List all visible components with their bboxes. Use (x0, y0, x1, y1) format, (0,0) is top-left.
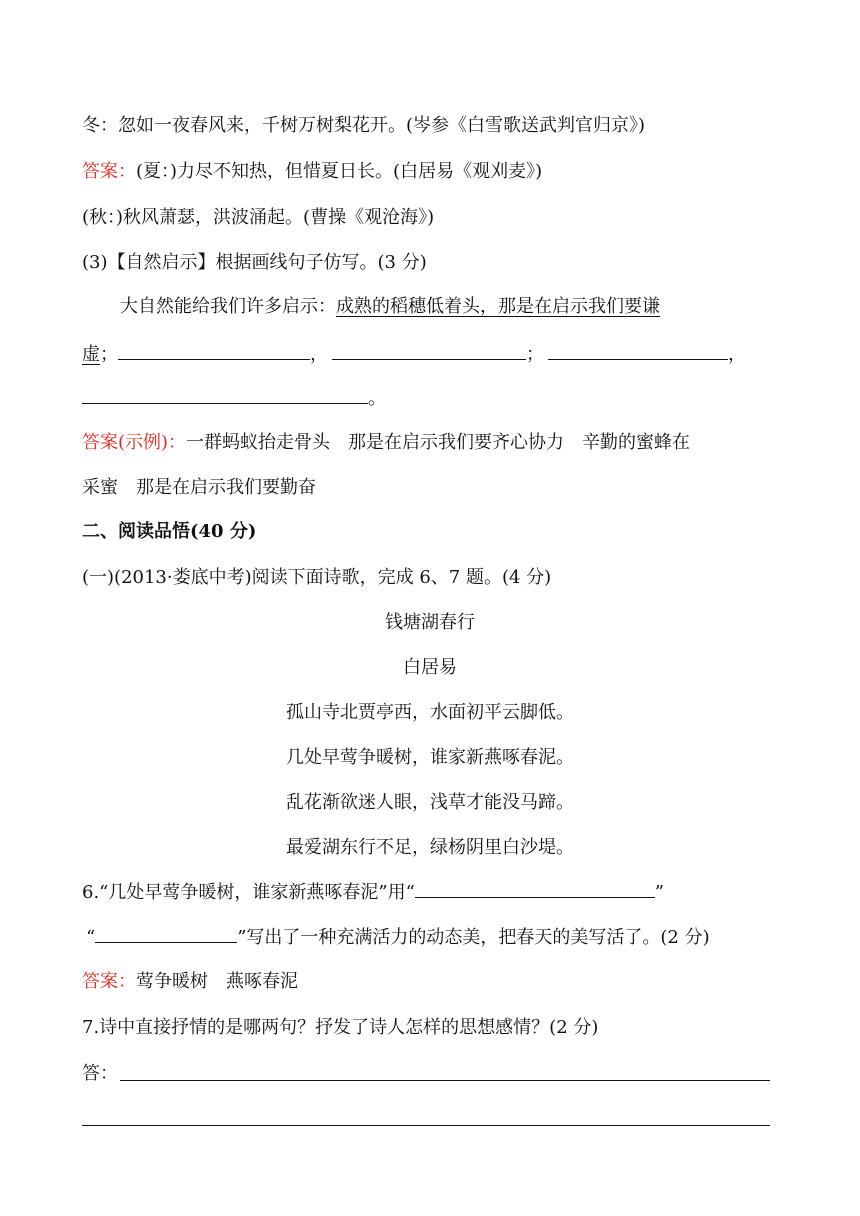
answer-example-line-2: 采蜜 那是在启示我们要勤奋 (82, 477, 316, 498)
question-7: 7.诗中直接抒情的是哪两句？抒发了诗人怎样的思想感情？(2 分) (82, 1017, 599, 1038)
poem-line: 最爱湖东行不足，绿杨阴里白沙堤。 (286, 837, 574, 858)
question-3-sentence (120, 294, 660, 320)
answer-q6-text: 莺争暖树 燕啄春泥 (136, 971, 298, 992)
answer-prompt: 答： (82, 1063, 118, 1084)
underlined-sentence: 成熟的稻穗低着头，那是在启示我们要谦 (336, 296, 660, 317)
question-3-prompt: (3)【自然启示】根据画线句子仿写。(3 分) (82, 252, 427, 273)
poem-line: 乱花渐欲迷人眼，浅草才能没马蹄。 (286, 792, 574, 813)
poem-line: 孤山寺北贾亭西，水面初平云脚低。 (286, 702, 574, 723)
separator: ， (310, 344, 328, 365)
answer-summer (82, 159, 542, 185)
answer-example-label: 答案(示例)： (82, 432, 187, 453)
q6-answer-blank-1[interactable] (415, 879, 655, 898)
underlined-sentence-end: 虚 (82, 344, 100, 365)
answer-q6 (82, 969, 298, 995)
answer-blank-2[interactable] (332, 341, 526, 360)
quote-mark: “ (86, 927, 96, 948)
winter-poem-line: 冬：忽如一夜春风来，千树万树梨花开。(岑参《白雪歌送武判官归京》) (82, 115, 646, 136)
answer-example-line-1 (82, 430, 690, 456)
question-6-text: 6.“几处早莺争暖树，谁家新燕啄春泥”用“ (82, 882, 415, 903)
question-6-line-2 (86, 924, 710, 951)
poem-title: 钱塘湖春行 (385, 612, 475, 633)
poem-author: 白居易 (403, 657, 457, 678)
separator: ； (526, 344, 544, 365)
quote-mark: ” (654, 882, 664, 903)
separator: ， (728, 344, 746, 365)
section-heading: 二、阅读品悟(40 分) (82, 521, 257, 542)
question-3-last-blank-row (82, 385, 386, 412)
answer-summer-text: (夏：)力尽不知热，但惜夏日长。(白居易《观刈麦》) (136, 161, 543, 182)
answer-label: 答案： (82, 161, 136, 182)
answer-autumn: (秋：)秋风萧瑟，洪波涌起。(曹操《观沧海》) (82, 207, 435, 228)
question-6-line-1 (82, 879, 664, 906)
answer-blank-1[interactable] (118, 341, 310, 360)
q6-answer-blank-2[interactable] (95, 924, 237, 943)
separator: ； (100, 344, 118, 365)
question-6-text-2: ”写出了一种充满活力的动态美，把春天的美写活了。(2 分) (237, 927, 710, 948)
answer-example-text-1: 一群蚂蚁抬走骨头 那是在启示我们要齐心协力 辛勤的蜜蜂在 (186, 432, 691, 453)
period: 。 (368, 388, 386, 409)
question-3-blanks-row (82, 341, 746, 368)
answer-blank-3[interactable] (548, 341, 728, 360)
answer-blank-4[interactable] (82, 385, 368, 404)
part-1-intro: (一)(2013·娄底中考)阅读下面诗歌，完成 6、7 题。(4 分) (82, 567, 552, 588)
answer-line-1[interactable] (120, 1080, 770, 1081)
question-3-lead: 大自然能给我们许多启示： (120, 296, 336, 317)
answer-label: 答案： (82, 971, 136, 992)
poem-line: 几处早莺争暖树，谁家新燕啄春泥。 (286, 747, 574, 768)
answer-line-2[interactable] (82, 1125, 770, 1126)
